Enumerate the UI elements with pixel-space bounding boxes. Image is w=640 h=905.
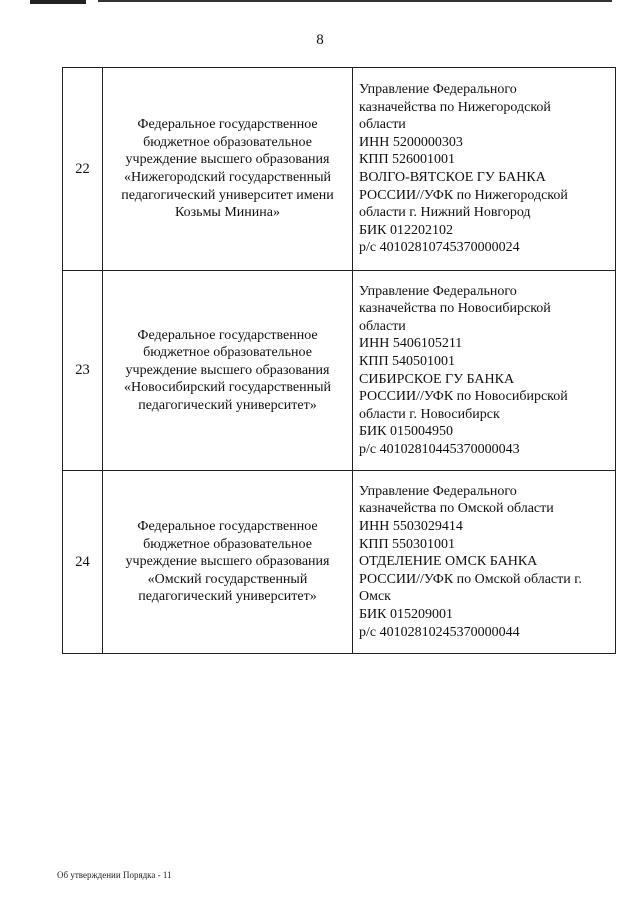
footer-note: Об утверждении Порядка - 11 — [57, 870, 172, 880]
requisites-line: области г. Новосибирск — [359, 406, 500, 422]
requisites-line: р/с 40102810745370000024 — [359, 240, 520, 256]
requisites-line: ИНН 5406105211 — [359, 336, 463, 352]
requisites-line: казначейства по Нижегородской — [359, 99, 551, 115]
requisites-line: ИНН 5200000303 — [359, 134, 463, 150]
institution-name-line: учреждение высшего образования — [125, 362, 330, 378]
requisites-line: Управление Федерального — [359, 483, 517, 499]
institution-name-line: учреждение высшего образования — [125, 554, 330, 570]
requisites-line: РОССИИ//УФК по Нижегородской — [359, 187, 568, 203]
requisites-line: области — [359, 117, 406, 133]
institution-name-line: Козьмы Минина» — [175, 205, 280, 221]
institution-name — [103, 68, 353, 271]
requisites-line: области г. Нижний Новгород — [359, 205, 531, 221]
requisites-line: р/с 40102810245370000044 — [359, 624, 520, 640]
requisites-line: ВОЛГО-ВЯТСКОЕ ГУ БАНКА — [359, 170, 546, 185]
table-row — [63, 271, 616, 471]
requisites-line: КПП 540501001 — [359, 353, 456, 369]
requisites-line: РОССИИ//УФК по Омской области г. — [359, 571, 582, 587]
row-number: 24 — [63, 471, 103, 654]
institution-name-line: педагогический университет» — [138, 589, 317, 605]
requisites-line: области — [359, 318, 406, 334]
scan-edge-mark — [30, 0, 86, 4]
institution-name-line: бюджетное образовательное — [143, 345, 312, 361]
requisites-line: Управление Федерального — [359, 283, 517, 299]
requisites-line: БИК 012202102 — [359, 222, 453, 238]
scan-edge-line — [98, 0, 612, 2]
page-number: 8 — [316, 32, 324, 48]
bank-requisites — [353, 68, 616, 271]
table-row — [63, 68, 616, 271]
requisites-line: ИНН 5503029414 — [359, 519, 463, 535]
institution-name-line: «Омский государственный — [147, 571, 308, 587]
institution-name-line: «Новосибирский государственный — [124, 380, 331, 396]
requisites-line: р/с 40102810445370000043 — [359, 441, 520, 457]
requisites-line: казначейства по Омской области — [359, 501, 554, 517]
requisites-line: КПП 550301001 — [359, 536, 456, 552]
bank-requisites — [353, 271, 616, 471]
requisites-line: СИБИРСКОЕ ГУ БАНКА — [359, 371, 515, 387]
requisites-table — [62, 67, 616, 654]
bank-requisites — [353, 471, 616, 654]
institution-name-line: Федеральное государственное — [137, 117, 318, 133]
row-number: 23 — [63, 271, 103, 471]
institution-name — [103, 471, 353, 654]
institution-name-line: педагогический университет имени — [121, 187, 334, 203]
requisites-line: БИК 015004950 — [359, 424, 453, 440]
requisites-line: БИК 015209001 — [359, 606, 453, 622]
institution-name-line: учреждение высшего образования — [125, 152, 330, 168]
institution-name-line: Федеральное государственное — [137, 327, 318, 343]
requisites-line: КПП 526001001 — [359, 152, 456, 168]
table-row — [63, 471, 616, 654]
requisites-line: Омск — [359, 589, 391, 605]
requisites-line: Управление Федерального — [359, 82, 517, 98]
institution-name-line: Федеральное государственное — [137, 519, 318, 535]
institution-name-line: бюджетное образовательное — [143, 134, 312, 150]
institution-name-line: «Нижегородский государственный — [123, 170, 332, 185]
requisites-line: казначейства по Новосибирской — [359, 301, 551, 317]
institution-name-line: педагогический университет» — [138, 397, 317, 413]
institution-name — [103, 271, 353, 471]
institution-name-line: бюджетное образовательное — [143, 536, 312, 552]
requisites-line: ОТДЕЛЕНИЕ ОМСК БАНКА — [359, 554, 538, 570]
requisites-line: РОССИИ//УФК по Новосибирской — [359, 389, 568, 405]
row-number: 22 — [63, 68, 103, 271]
